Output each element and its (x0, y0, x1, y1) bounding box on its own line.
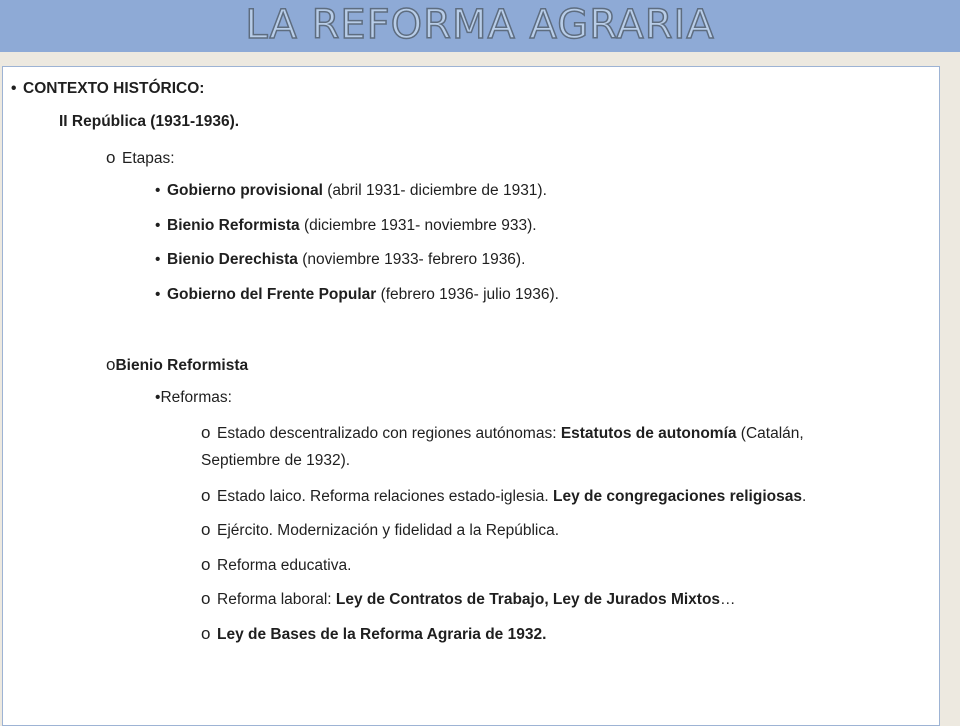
bullet-icon: • (155, 217, 161, 234)
reforms-label: •Reformas: (155, 389, 232, 406)
bullet-icon: • (155, 389, 161, 406)
stages-label: o Etapas: (106, 148, 175, 167)
stage-item: • Gobierno del Frente Popular (febrero 1936- julio 1936). (155, 286, 559, 303)
reform-item: o Reforma laboral: Ley de Contratos de Trabajo, Ley de Jurados Mixtos… (201, 589, 736, 608)
bullet-icon: • (155, 182, 161, 199)
reform-item-continuation: Septiembre de 1932). (201, 452, 351, 469)
reform-item: o Reforma educativa. (201, 555, 352, 574)
republic-line: II República (1931-1936). (59, 113, 240, 130)
bullet-icon: • (155, 286, 161, 303)
bullet-icon: • (155, 251, 161, 268)
slide-title: LA REFORMA AGRARIA (245, 2, 715, 48)
circle-bullet-icon: o (201, 589, 211, 608)
bullet-icon: • (11, 80, 17, 97)
reform-item: o Estado laico. Reforma relaciones estado-iglesia. Ley de congregaciones religiosas. (201, 486, 807, 505)
circle-bullet-icon: o (201, 520, 211, 539)
content-panel (2, 66, 940, 726)
stage-item: • Bienio Derechista (noviembre 1933- febrero 1936). (155, 251, 526, 268)
context-heading: • CONTEXTO HISTÓRICO: (11, 80, 205, 97)
circle-bullet-icon: o (201, 555, 211, 574)
reform-item: o Estado descentralizado con regiones autónomas: Estatutos de autonomía (Catalán, (201, 423, 804, 442)
circle-bullet-icon: o (106, 355, 116, 374)
bienio-heading: oBienio Reformista (106, 355, 249, 374)
circle-bullet-icon: o (201, 624, 211, 643)
stage-item: • Gobierno provisional (abril 1931- diciembre de 1931). (155, 182, 547, 199)
circle-bullet-icon: o (201, 423, 211, 442)
stage-item: • Bienio Reformista (diciembre 1931- noviembre 933). (155, 217, 537, 234)
circle-bullet-icon: o (201, 486, 211, 505)
reform-item: o Ley de Bases de la Reforma Agraria de 1932. (201, 624, 547, 643)
reform-item: o Ejército. Modernización y fidelidad a la República. (201, 520, 560, 539)
circle-bullet-icon: o (106, 148, 116, 167)
